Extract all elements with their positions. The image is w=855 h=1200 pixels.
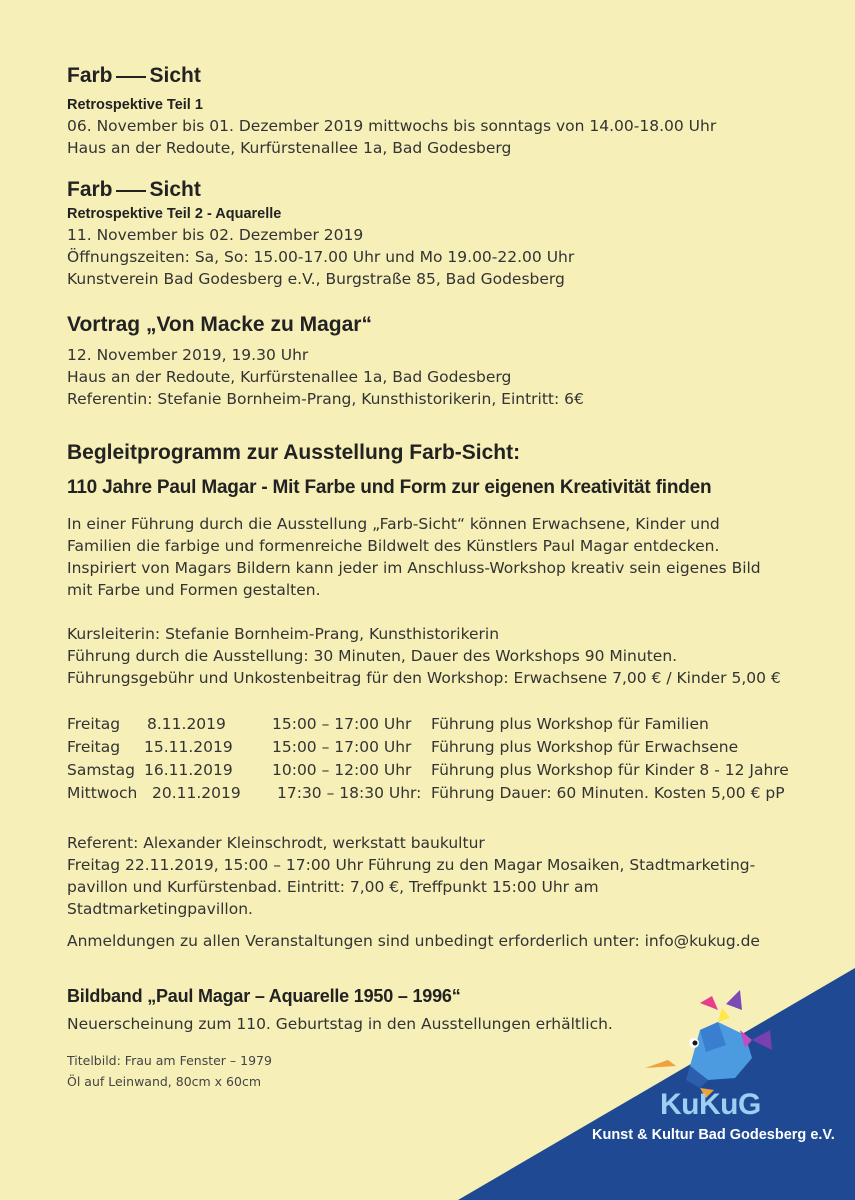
event-title-left: Farb	[67, 178, 113, 201]
event-location: Haus an der Redoute, Kurfürstenallee 1a, Bad Godesberg	[67, 139, 512, 157]
event-dates: 11. November bis 02. Dezember 2019	[67, 226, 364, 244]
begleit-heading: Begleitprogramm zur Ausstellung Farb-Sicht:	[67, 441, 521, 464]
begleitprogramm-section	[67, 438, 787, 689]
intro-line: mit Farbe und Formen gestalten.	[67, 581, 321, 599]
course-leader: Kursleiterin: Stefanie Bornheim-Prang, Kunsthistorikerin	[67, 625, 500, 643]
referent-date: Freitag 22.11.2019, 15:00 – 17:00 Uhr Führung zu den Magar Mosaiken, Stadtmarketing-	[67, 856, 756, 874]
schedule-date: 16.11.2019	[144, 761, 233, 779]
titelbild-title: Titelbild: Frau am Fenster – 1979	[67, 1053, 272, 1068]
begleit-intro	[67, 513, 787, 601]
event-hours: Öffnungszeiten: Sa, So: 15.00-17.00 Uhr und Mo 19.00-22.00 Uhr	[67, 248, 575, 266]
event-dates: 06. November bis 01. Dezember 2019 mittwochs bis sonntags von 14.00-18.00 Uhr	[67, 117, 717, 135]
titelbild-caption	[67, 1050, 787, 1092]
vortrag-speaker: Referentin: Stefanie Bornheim-Prang, Kunsthistorikerin, Eintritt: 6€	[67, 390, 584, 408]
event-title	[67, 62, 787, 90]
schedule-time: 15:00 – 17:00 Uhr	[272, 715, 412, 733]
referent-section	[67, 832, 787, 920]
schedule-date: 15.11.2019	[144, 738, 233, 756]
event-subtitle: Retrospektive Teil 1	[67, 97, 203, 113]
schedule-day: Mittwoch	[67, 784, 138, 802]
kukug-wordmark: KuKuG	[660, 1088, 761, 1121]
course-duration: Führung durch die Ausstellung: 30 Minuten, Dauer des Workshops 90 Minuten.	[67, 647, 678, 665]
title-dash	[116, 76, 146, 78]
event-title-left: Farb	[67, 64, 113, 87]
event-farb-sicht-1	[67, 62, 787, 159]
schedule-row	[67, 715, 787, 738]
event-farb-sicht-2	[67, 176, 787, 290]
title-dash	[116, 190, 146, 192]
event-subtitle: Retrospektive Teil 2 - Aquarelle	[67, 206, 282, 222]
schedule-day: Freitag	[67, 715, 121, 733]
schedule-row	[67, 738, 787, 761]
anmeldung-text: Anmeldungen zu allen Veranstaltungen sind unbedingt erforderlich unter: info@kukug.de	[67, 932, 760, 950]
schedule-row	[67, 761, 787, 784]
schedule-time: 15:00 – 17:00 Uhr	[272, 738, 412, 756]
schedule-day: Freitag	[67, 738, 121, 756]
schedule-desc: Führung plus Workshop für Familien	[431, 715, 709, 733]
intro-line: In einer Führung durch die Ausstellung „Farb-Sicht“ können Erwachsene, Kinder und	[67, 515, 720, 533]
bildband-text: Neuerscheinung zum 110. Geburtstag in den Ausstellungen erhältlich.	[67, 1015, 613, 1033]
event-title	[67, 176, 787, 204]
titelbild-medium: Öl auf Leinwand, 80cm x 60cm	[67, 1074, 262, 1089]
schedule-date: 20.11.2019	[152, 784, 241, 802]
event-vortrag	[67, 310, 787, 410]
schedule-table	[67, 715, 787, 807]
referent-name: Referent: Alexander Kleinschrodt, werkstatt baukultur	[67, 834, 485, 852]
bildband-title: Bildband „Paul Magar – Aquarelle 1950 – 1996“	[67, 986, 461, 1006]
schedule-desc: Führung plus Workshop für Kinder 8 - 12 Jahre	[431, 761, 789, 779]
event-location: Kunstverein Bad Godesberg e.V., Burgstraße 85, Bad Godesberg	[67, 270, 565, 288]
vortrag-location: Haus an der Redoute, Kurfürstenallee 1a, Bad Godesberg	[67, 368, 512, 386]
schedule-desc: Führung Dauer: 60 Minuten. Kosten 5,00 € pP	[431, 784, 785, 802]
course-fees: Führungsgebühr und Unkostenbeitrag für den Workshop: Erwachsene 7,00 € / Kinder 5,00 €	[67, 669, 781, 687]
schedule-day: Samstag	[67, 761, 135, 779]
schedule-date: 8.11.2019	[147, 715, 226, 733]
schedule-desc: Führung plus Workshop für Erwachsene	[431, 738, 739, 756]
vortrag-title: Vortrag „Von Macke zu Magar“	[67, 313, 372, 336]
event-title-right: Sicht	[149, 64, 201, 87]
kukug-subtitle: Kunst & Kultur Bad Godesberg e.V.	[592, 1127, 835, 1143]
schedule-time: 17:30 – 18:30 Uhr:	[277, 784, 422, 802]
vortrag-date: 12. November 2019, 19.30 Uhr	[67, 346, 309, 364]
referent-details: pavillon und Kurfürstenbad. Eintritt: 7,00 €, Treffpunkt 15:00 Uhr am Stadtmarketingpavillon.	[67, 878, 599, 918]
event-title-right: Sicht	[149, 178, 201, 201]
bildband-section	[67, 982, 787, 1035]
intro-line: Inspiriert von Magars Bildern kann jeder im Anschluss-Workshop kreativ sein eigenes Bild	[67, 559, 761, 577]
begleit-info	[67, 623, 787, 689]
anmeldung-section	[67, 930, 787, 952]
intro-line: Familien die farbige und formenreiche Bildwelt des Künstlers Paul Magar entdecken.	[67, 537, 720, 555]
schedule-row	[67, 784, 787, 807]
begleit-subheading: 110 Jahre Paul Magar - Mit Farbe und Form zur eigenen Kreativität finden	[67, 477, 712, 498]
schedule-time: 10:00 – 12:00 Uhr	[272, 761, 412, 779]
